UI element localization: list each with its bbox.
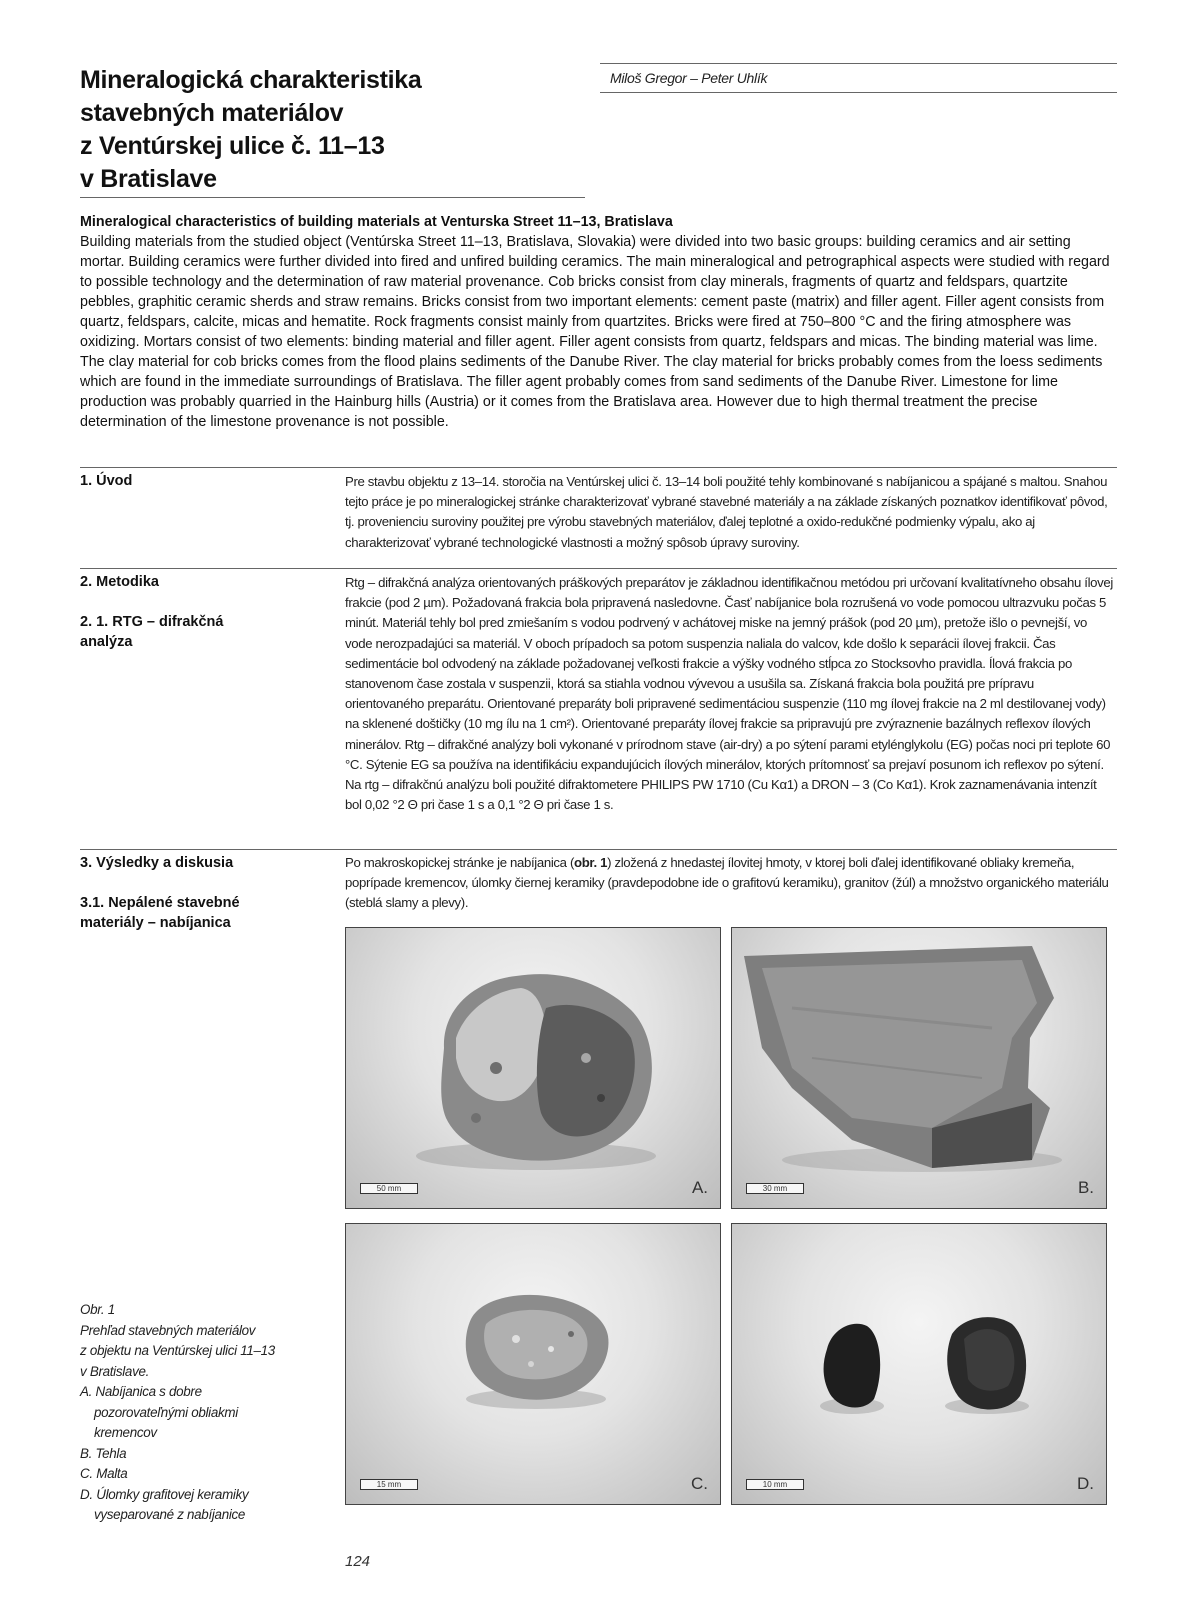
caption-line: D. Úlomky grafitovej keramiky (80, 1486, 249, 1502)
caption-line: z objektu na Ventúrskej ulici 11–13 (80, 1343, 275, 1358)
section-3-1-heading: 3.1. Nepálené stavebné materiály – nabíjanica (80, 895, 240, 931)
scale-bar-c: 15 mm (360, 1479, 418, 1490)
section-2-body: Rtg – difrakčná analýza orientovaných práškových preparátov je základnou identifikačnou metódou pri určovaní kvalitatívneho obsahu ílovej frakcie (pod 2 µm). Požadovaná frakcia bola pripravená nasledovne. Časť nabíjanice bola rozrušená vo vode pomocou ultrazvuku počas 5 minút. Materiál tehly bol pred zmiešaním s vodou podrvený v achátovej miske na jemný prášok (pod 20 µm), pretože išlo o pevnejší, vo vode nerozpadajúci sa materiál. V oboch prípadoch sa potom suspenzia naliala do valcov, kde došlo k separácii ílovej frakcii. Čas sedimentácie bol odvodený na základe požadovanej veľkosti frakcie a výšky vodného stĺpca zo Stocksovho pravidla. Ílová frakcia po stanovenom čase zostala v suspenzii, ktorá sa stiahla vodnou vývevou a usušila sa. Získaná frakcia bola použitá pre prípravu orientovaného preparátu. Orientované preparáty boli pripravené sedimentáciou suspenzie (110 mg ílovej frakcie na 2 ml destilovanej vody) na sklenené doštičky (10 mg ílu na 1 cm²). Orientované preparáty ílovej frakcie sa pripravujú pre zvýraznenie bazálnych reflexov ílových minerálov. Rtg – difrakčné analýzy boli vykonané v prírodnom stave (air-dry) a po sýtení parami etylénglykolu (EG) počas noci pri teplote 60 °C. Sýtenie EG sa používa na identifikáciu expandujúcich ílových minerálov, ktorých prítomnosť sa prejaví posunom ich reflexov po sýtení. Na rtg – difrakčnú analýzu boli použité difraktometere PHILIPS PW 1710 (Cu Kα1) a DRON – 3 (Co Kα1). Krok zaznamenávania intenzít bol 0,02 °2 Θ pri čase 1 s a 0,1 °2 Θ pri čase 1 s. (345, 575, 1113, 813)
mortar-image (346, 1224, 720, 1504)
title-line-2: stavebných materiálov (80, 99, 344, 127)
header-rule-right (600, 63, 1117, 64)
page-number: 124 (345, 1553, 371, 1570)
caption-line: v Bratislave. (80, 1363, 150, 1379)
figure-reference: obr. 1 (574, 855, 608, 870)
section-2-rule (80, 568, 1117, 569)
title-line-4: v Bratislave (80, 165, 217, 193)
brick-image (732, 928, 1106, 1208)
abstract (80, 212, 1116, 432)
article-title (80, 64, 500, 196)
section-3-heading: 3. Výsledky a diskusia (80, 855, 234, 871)
figure-photo-b (731, 927, 1107, 1209)
figure-photo-d (731, 1223, 1107, 1505)
authors-rule (600, 92, 1117, 93)
figure-label-d: D. (1077, 1474, 1094, 1493)
figure-caption (80, 1300, 310, 1526)
cob-brick-image (346, 928, 720, 1208)
caption-line: kremencov (94, 1425, 157, 1440)
section-1-rule (80, 467, 1117, 468)
caption-line: vyseparované z nabíjanice (94, 1507, 246, 1522)
title-line-3: z Ventúrskej ulice č. 11–13 (80, 132, 385, 160)
caption-line: pozorovateľnými obliakmi (94, 1404, 238, 1420)
section-3-text (345, 853, 1115, 914)
title-line-1: Mineralogická charakteristika (80, 66, 422, 94)
section-1-text (345, 472, 1115, 553)
figure-label-c: C. (691, 1474, 708, 1493)
caption-line: Prehľad stavebných materiálov (80, 1322, 256, 1338)
section-2-1-heading: 2. 1. RTG – difrakčná analýza (80, 614, 224, 650)
abstract-text: Building materials from the studied object (Ventúrska Street 11–13, Bratislava, Slovakia) were divided into two basic groups: building ceramics and air setting mortar. Building ceramics were further divided into fired and unfired building ceramics. The main mineralogical and petrographical aspects were studied with regard to possible technology and the determination of raw material provenance. Cob bricks consist from clay minerals, fragments of quartz and feldspars, quartzite pebbles, graphitic ceramic sherds and straw remains. Bricks consist from two important elements: cement paste (matrix) and filler agent. Filler agent consists from quartz, feldspars, calcite, micas and hematite. Rock fragments consist mainly from quartzites. Bricks were fired at 750–800 °C and the firing atmosphere was oxidizing. Mortars consist of two elements: binding material and filler agent. Filler agent consists from quartz, feldspars and micas. The binding material was lime. The clay material for cob bricks comes from the flood plains sediments of the Danube River. The clay material for bricks probably comes from the loess sediments which are found in the immediate surroundings of Bratislava. The filler agent probably comes from sand sediments of the Danube River. Limestone for lime production was probably quarried in the Hainburg hills (Austria) or it comes from the Bratislava area. However due to high thermal treatment the precise determination of the limestone provenance is not possible. (80, 234, 1110, 430)
abstract-title: Mineralogical characteristics of building materials at Venturska Street 11–13, Bratislava (80, 214, 673, 230)
scale-bar-a: 50 mm (360, 1183, 418, 1194)
figure-photo-c (345, 1223, 721, 1505)
section-3-body (345, 853, 1115, 914)
authors: Miloš Gregor – Peter Uhlík (610, 70, 768, 86)
figure-photo-a (345, 927, 721, 1209)
figure-label-b: B. (1077, 1178, 1094, 1197)
section-2-text (345, 573, 1115, 815)
caption-line: C. Malta (80, 1466, 128, 1481)
caption-line: B. Tehla (80, 1445, 127, 1461)
figure-label-a: A. (691, 1178, 708, 1197)
caption-line: Obr. 1 (80, 1302, 115, 1317)
section-3-rule (80, 849, 1117, 850)
title-rule (80, 197, 585, 198)
section-3-body-b: ) zložená z hnedastej ílovitej hmoty, v ktorej boli ďalej identifikované obliaky kremeňa, poprípade kremencov, úlomky čiernej keramiky (pravdepodobne ide o grafitovú keramiku), granitov (žúl) a množstvo organického materiálu (steblá slamy a plevy). (345, 855, 1109, 911)
section-2-heading: 2. Metodika (80, 574, 159, 590)
section-3-body-a: Po makroskopickej stránke je nabíjanica ( (345, 855, 575, 870)
section-1-body: Pre stavbu objektu z 13–14. storočia na Ventúrskej ulici č. 13–14 boli použité tehly kombinované s nabíjanicou a spájané s maltou. Snahou tejto práce je po mineralogickej stránke charakterizovať vybrané stavebné materiály a na základe získaných poznatkov identifikovať pôvod, tj. provenienciu suroviny použitej pre výrobu stavebných materiálov, ďalej teplotné a oxido-redukčné podmienky výpalu, ako aj charakterizovať vybrané technologické vlastnosti a možný spôsob úpravy suroviny. (345, 474, 1108, 550)
scale-bar-d: 10 mm (746, 1479, 804, 1490)
caption-line: A. Nabíjanica s dobre (80, 1384, 202, 1399)
section-1-heading: 1. Úvod (80, 473, 133, 489)
scale-bar-b: 30 mm (746, 1183, 804, 1194)
graphite-ceramic-image (732, 1224, 1106, 1504)
